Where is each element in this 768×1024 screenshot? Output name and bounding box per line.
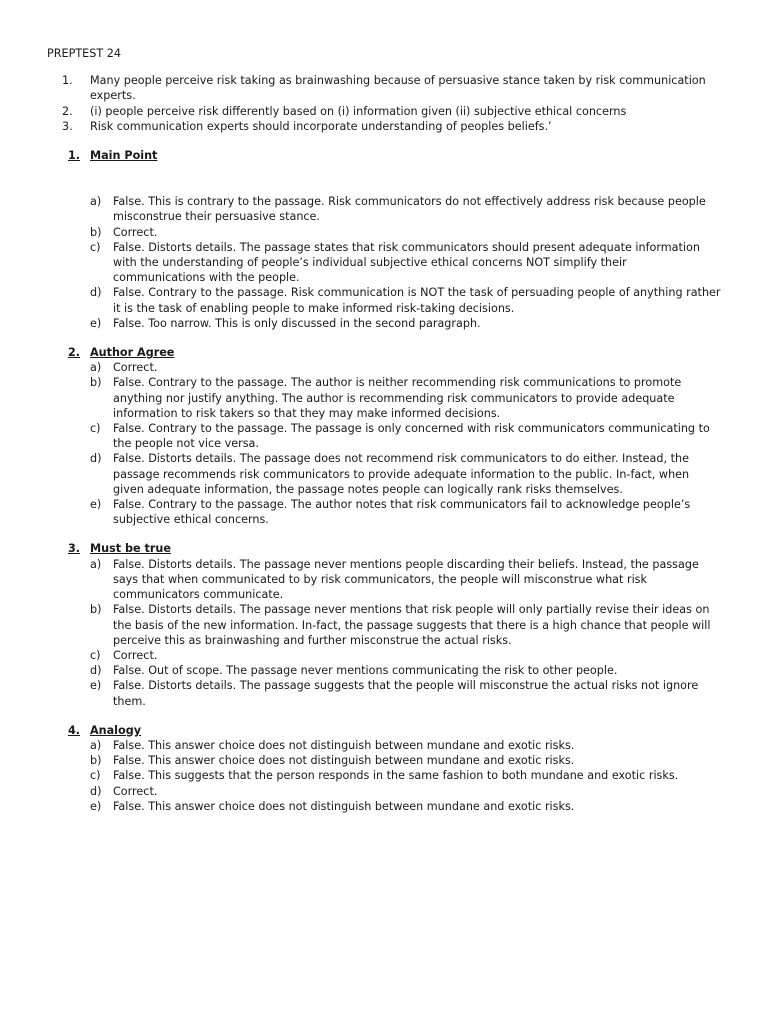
section-number: 2. [68,346,81,360]
answer-item [47,316,722,331]
summary-item-number: 1. [62,74,73,88]
answer-item [47,285,722,315]
answer-letter: d) [90,286,102,300]
answer-text: Correct. [113,784,158,798]
answer-text: Correct. [113,361,158,375]
answer-item [47,602,722,648]
answer-text: False. This answer choice does not distinguish between mundane and exotic risks. [113,754,575,768]
answer-text: Correct. [113,648,158,662]
answer-item [47,738,722,753]
answer-text: False. Too narrow. This is only discussed in the second paragraph. [113,316,481,330]
answer-text: False. Out of scope. The passage never mentions communicating the risk to other people. [113,664,618,678]
section-analogy [47,723,722,814]
answer-item [47,225,722,240]
summary-item [47,104,722,119]
summary-item [47,119,722,134]
answer-item [47,497,722,527]
section-title: Author Agree [90,346,175,360]
section-title: Main Point [90,149,158,163]
answer-item [47,678,722,708]
section-spacer [47,163,722,194]
answer-text: False. Contrary to the passage. Risk communication is NOT the task of persuading people of anything rather it is the task of enabling people to make informed risk-taking decisions. [113,286,721,315]
answer-letter: c) [90,240,101,254]
answer-list [47,557,722,709]
answer-letter: c) [90,769,101,783]
answer-item [47,451,722,497]
section-heading [47,541,722,556]
answer-item [47,663,722,678]
summary-item-text: (i) people perceive risk differently based on (i) information given (ii) subjective ethical concerns [90,104,627,118]
answer-letter: b) [90,754,102,768]
answer-letter: d) [90,784,102,798]
answer-item [47,799,722,814]
answer-letter: a) [90,361,102,375]
answer-letter: c) [90,648,101,662]
answer-item [47,784,722,799]
section-heading [47,345,722,360]
section-title: Must be true [90,542,171,556]
section-author-agree [47,345,722,527]
answer-item [47,421,722,451]
answer-text: False. This is contrary to the passage. Risk communicators do not effectively address risk because people misconstrue their persuasive stance. [113,195,706,224]
summary-list [47,73,722,134]
answer-list [47,360,722,527]
answer-text: False. Contrary to the passage. The author notes that risk communicators fail to acknowledge people’s subjective ethical concerns. [113,498,691,527]
answer-letter: e) [90,799,102,813]
answer-item [47,194,722,224]
answer-text: Correct. [113,225,158,239]
answer-letter: d) [90,664,102,678]
answer-letter: b) [90,376,102,390]
answer-letter: e) [90,316,102,330]
section-number: 3. [68,542,81,556]
answer-text: False. This suggests that the person responds in the same fashion to both mundane and exotic risks. [113,769,679,783]
answer-letter: e) [90,679,102,693]
answer-item [47,648,722,663]
section-heading [47,148,722,163]
answer-letter: a) [90,557,102,571]
answer-item [47,753,722,768]
summary-item-text: Many people perceive risk taking as brainwashing because of persuasive stance taken by risk communication experts. [90,74,706,103]
answer-text: False. Distorts details. The passage never mentions that risk people will only partially revise their ideas on the basis of the new information. In-fact, the passage suggests that there is a high chance that people will perceive this as brainwashing and further misconstrue the actual risks. [113,603,711,647]
section-number: 1. [68,149,81,163]
answer-text: False. Contrary to the passage. The author is neither recommending risk communications to promote anything nor justify anything. The author is recommending risk communicators to provide adequate information to risk takers so that they may make informed decisions. [113,376,682,420]
answer-text: False. This answer choice does not distinguish between mundane and exotic risks. [113,799,575,813]
answer-letter: a) [90,738,102,752]
answer-item [47,375,722,421]
summary-item-number: 2. [62,104,73,118]
answer-letter: b) [90,225,102,239]
answer-text: False. Distorts details. The passage suggests that the people will misconstrue the actual risks not ignore them. [113,679,699,708]
answer-letter: e) [90,498,102,512]
answer-letter: a) [90,195,102,209]
answer-letter: d) [90,452,102,466]
section-main-point [47,148,722,331]
summary-item-number: 3. [62,119,73,133]
answer-text: False. This answer choice does not distinguish between mundane and exotic risks. [113,738,575,752]
document-title: PREPTEST 24 [47,47,121,60]
section-number: 4. [68,723,81,737]
answer-text: False. Distorts details. The passage does not recommend risk communicators to do either. Instead, the passage recommends risk communicators to provide adequate information to the public. In-fact, when given adequate information, the passage notes people can logically rank risks themselves. [113,452,690,496]
answer-item [47,240,722,286]
answer-item [47,768,722,783]
section-must-be-true [47,541,722,708]
answer-text: False. Distorts details. The passage never mentions people discarding their beliefs. Instead, the passage says that when communicated to by risk communicators, the people will misconstrue what risk communicators communicate. [113,557,699,602]
answer-item [47,557,722,603]
answer-list [47,738,722,814]
summary-item-text: Risk communication experts should incorporate understanding of peoples beliefs.’ [90,119,552,133]
answer-letter: c) [90,422,101,436]
section-title: Analogy [90,723,141,737]
answer-letter: b) [90,603,102,617]
answer-text: False. Contrary to the passage. The passage is only concerned with risk communicators communicating to the people not vice versa. [113,422,710,451]
answer-text: False. Distorts details. The passage states that risk communicators should present adequate information with the understanding of people’s individual subjective ethical concerns NOT simplify their communications with the people. [113,240,700,285]
answer-list [47,194,722,331]
answer-item [47,360,722,375]
section-heading [47,723,722,738]
summary-item [47,73,722,103]
